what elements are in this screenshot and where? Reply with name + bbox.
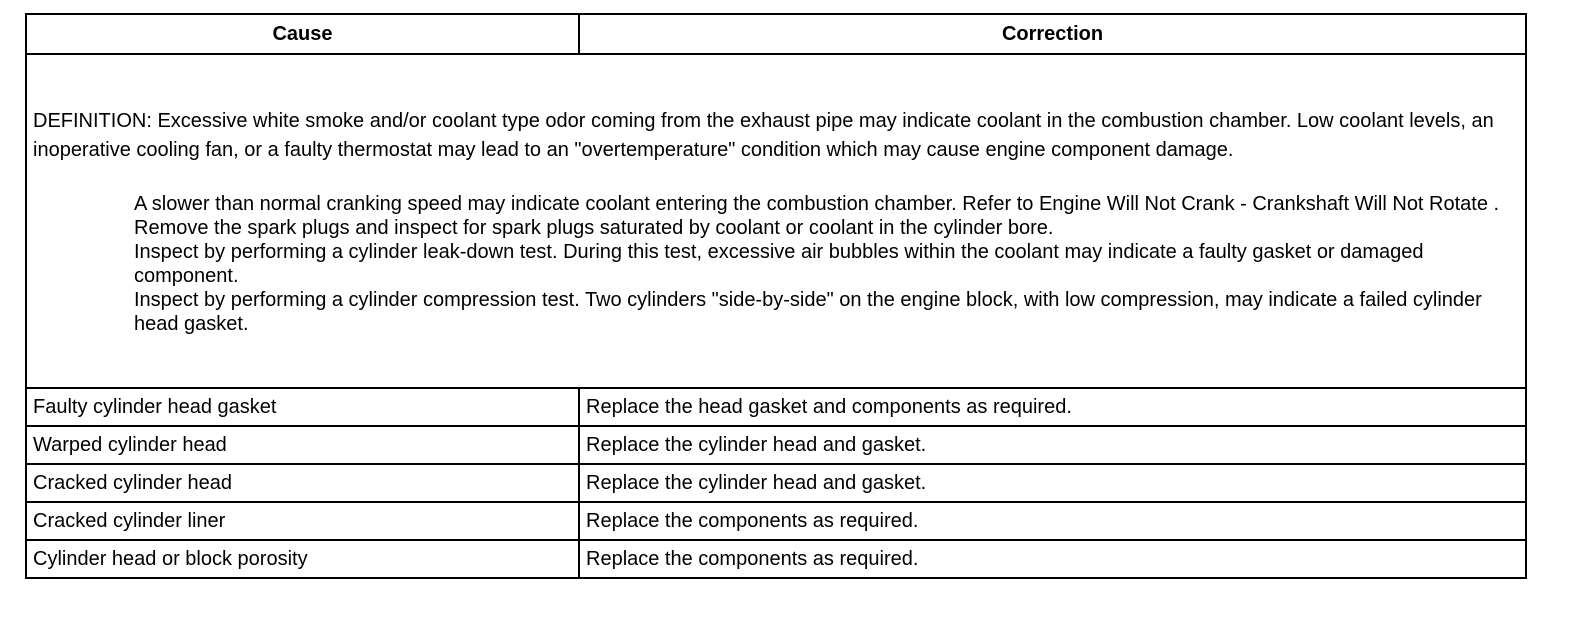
cause-cell: Cylinder head or block porosity (26, 540, 579, 578)
definition-row (26, 54, 1526, 388)
diagnostic-step: Inspect by performing a cylinder leak-down test. During this test, excessive air bubbles within the coolant may indicate a faulty gasket or damaged component. (134, 240, 1424, 287)
header-row (26, 14, 1526, 54)
table-row (26, 502, 1526, 540)
diagnostic-steps (33, 192, 1525, 336)
cause-cell: Cracked cylinder liner (26, 502, 579, 540)
correction-cell: Replace the head gasket and components as required. (579, 388, 1526, 426)
table-row (26, 540, 1526, 578)
cause-cell: Warped cylinder head (26, 426, 579, 464)
definition-text: DEFINITION: Excessive white smoke and/or coolant type odor coming from the exhaust pipe may indicate coolant in the combustion chamber. Low coolant levels, an inoperative cooling fan, or a faulty thermostat may lead to an "overtemperature" condition which may cause engine component damage. (33, 109, 1494, 161)
cause-header: Cause (26, 14, 579, 54)
correction-header: Correction (579, 14, 1526, 54)
cause-cell: Faulty cylinder head gasket (26, 388, 579, 426)
table-row (26, 464, 1526, 502)
diagnostic-step: A slower than normal cranking speed may indicate coolant entering the combustion chamber. Refer to Engine Will Not Crank - Crankshaft Will Not Rotate . (134, 192, 1500, 215)
correction-cell: Replace the components as required. (579, 502, 1526, 540)
table-row (26, 388, 1526, 426)
definition-cell (26, 54, 1526, 388)
diagnostic-step: Inspect by performing a cylinder compression test. Two cylinders "side-by-side" on the engine block, with low compression, may indicate a failed cylinder head gasket. (134, 288, 1482, 335)
table-row (26, 426, 1526, 464)
correction-cell: Replace the cylinder head and gasket. (579, 426, 1526, 464)
diagnostic-step: Remove the spark plugs and inspect for spark plugs saturated by coolant or coolant in the cylinder bore. (134, 216, 1054, 239)
correction-cell: Replace the cylinder head and gasket. (579, 464, 1526, 502)
cause-cell: Cracked cylinder head (26, 464, 579, 502)
correction-cell: Replace the components as required. (579, 540, 1526, 578)
diagnostic-table (25, 13, 1527, 579)
